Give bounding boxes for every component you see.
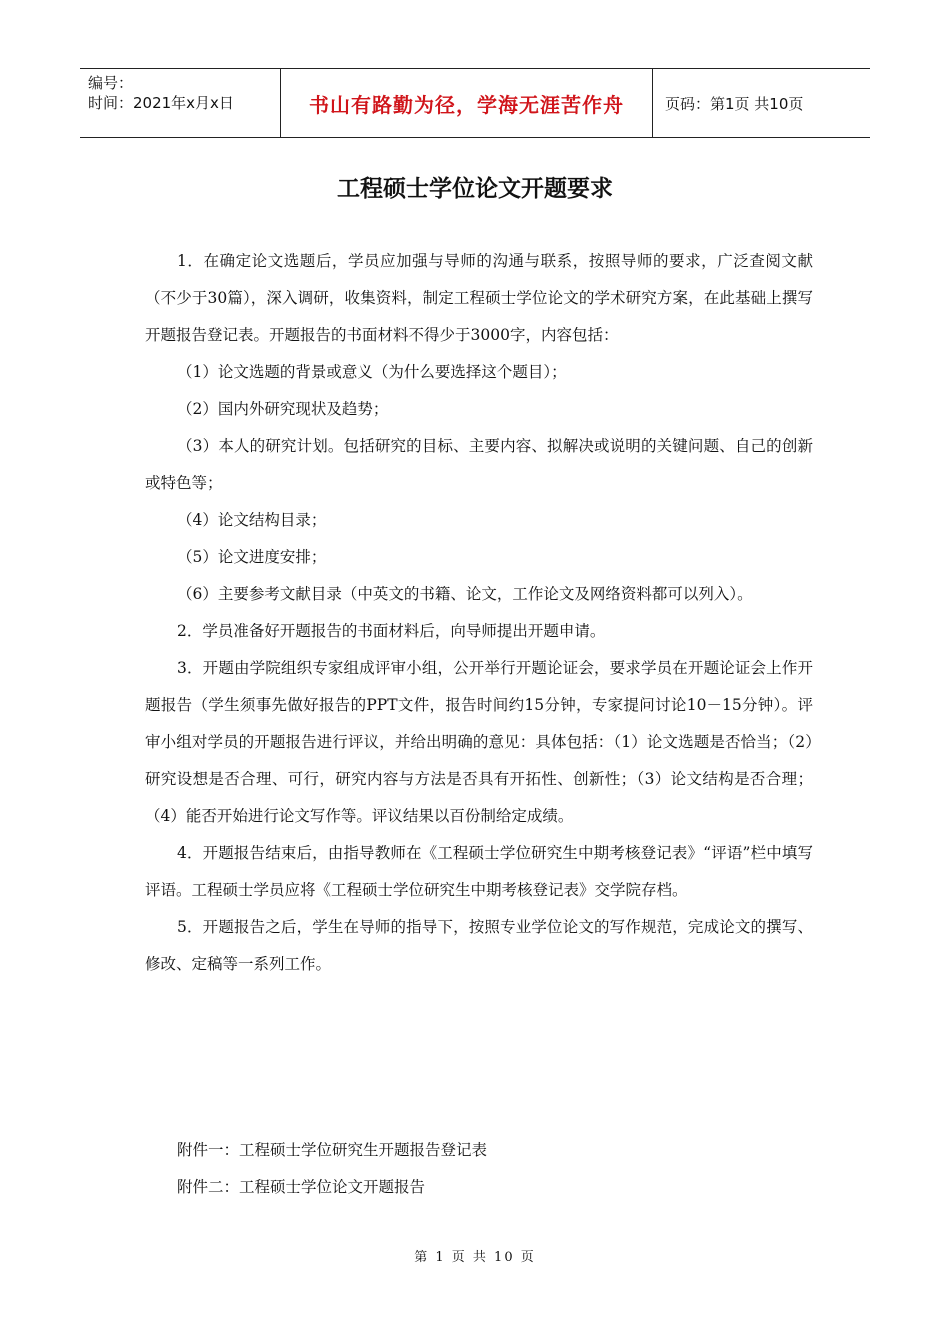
header-page-info: 页码：第1页 共10页 <box>665 94 804 113</box>
list-item-1: （1）论文选题的背景或意义（为什么要选择这个题目）； <box>177 363 567 381</box>
page-header <box>80 68 870 138</box>
paragraph-4: 4．开题报告结束后，由指导教师在《工程硕士学位研究生中期考核登记表》“评语”栏中填写评语。工程硕士学员应将《工程硕士学位研究生中期考核登记表》交学院存档。 <box>145 844 813 899</box>
paragraph-2: 2．学员准备好开题报告的书面材料后，向导师提出开题申请。 <box>177 622 606 640</box>
header-motto: 书山有路勤为径，学海无涯苦作舟 <box>281 69 653 137</box>
number-label: 编号： <box>88 74 134 92</box>
paragraph-3: 3．开题由学院组织专家组成评审小组，公开举行开题论证会，要求学员在开题论证会上作开题报告（学生须事先做好报告的PPT文件，报告时间约15分钟，专家提问讨论10－15分钟）。评审小组对学员的开题报告进行评议，并给出明确的意见：具体包括：（1）论文选题是否恰当；（2）研究设想是否合理、可行，研究内容与方法是否具有开拓性、创新性；（3）论文结构是否合理；（4）能否开始进行论文写作等。评议结果以百份制给定成绩。 <box>145 659 813 825</box>
attachment-2: 附件二：工程硕士学位论文开题报告 <box>177 1178 426 1196</box>
list-item-6: （6）主要参考文献目录（中英文的书籍、论文，工作论文及网络资料都可以列入）。 <box>177 585 753 603</box>
list-item-4: （4）论文结构目录； <box>177 511 327 529</box>
header-meta <box>80 69 281 137</box>
time-label: 时间：2021年x月x日 <box>88 94 234 112</box>
attachment-1: 附件一：工程硕士学位研究生开题报告登记表 <box>177 1141 488 1159</box>
page-footer: 第 1 页 共 10 页 <box>414 1250 536 1265</box>
document-body <box>145 243 813 983</box>
paragraph-1: 1．在确定论文选题后，学员应加强与导师的沟通与联系，按照导师的要求，广泛查阅文献（不少于30篇），深入调研，收集资料，制定工程硕士学位论文的学术研究方案，在此基础上撰写开题报告登记表。开题报告的书面材料不得少于3000字，内容包括： <box>145 252 813 344</box>
list-item-3: （3）本人的研究计划。包括研究的目标、主要内容、拟解决或说明的关键问题、自己的创新或特色等； <box>145 437 813 492</box>
document-title: 工程硕士学位论文开题要求 <box>337 176 613 202</box>
list-item-5: （5）论文进度安排； <box>177 548 327 566</box>
list-item-2: （2）国内外研究现状及趋势； <box>177 400 389 418</box>
paragraph-5: 5．开题报告之后，学生在导师的指导下，按照专业学位论文的写作规范，完成论文的撰写、修改、定稿等一系列工作。 <box>145 918 813 973</box>
